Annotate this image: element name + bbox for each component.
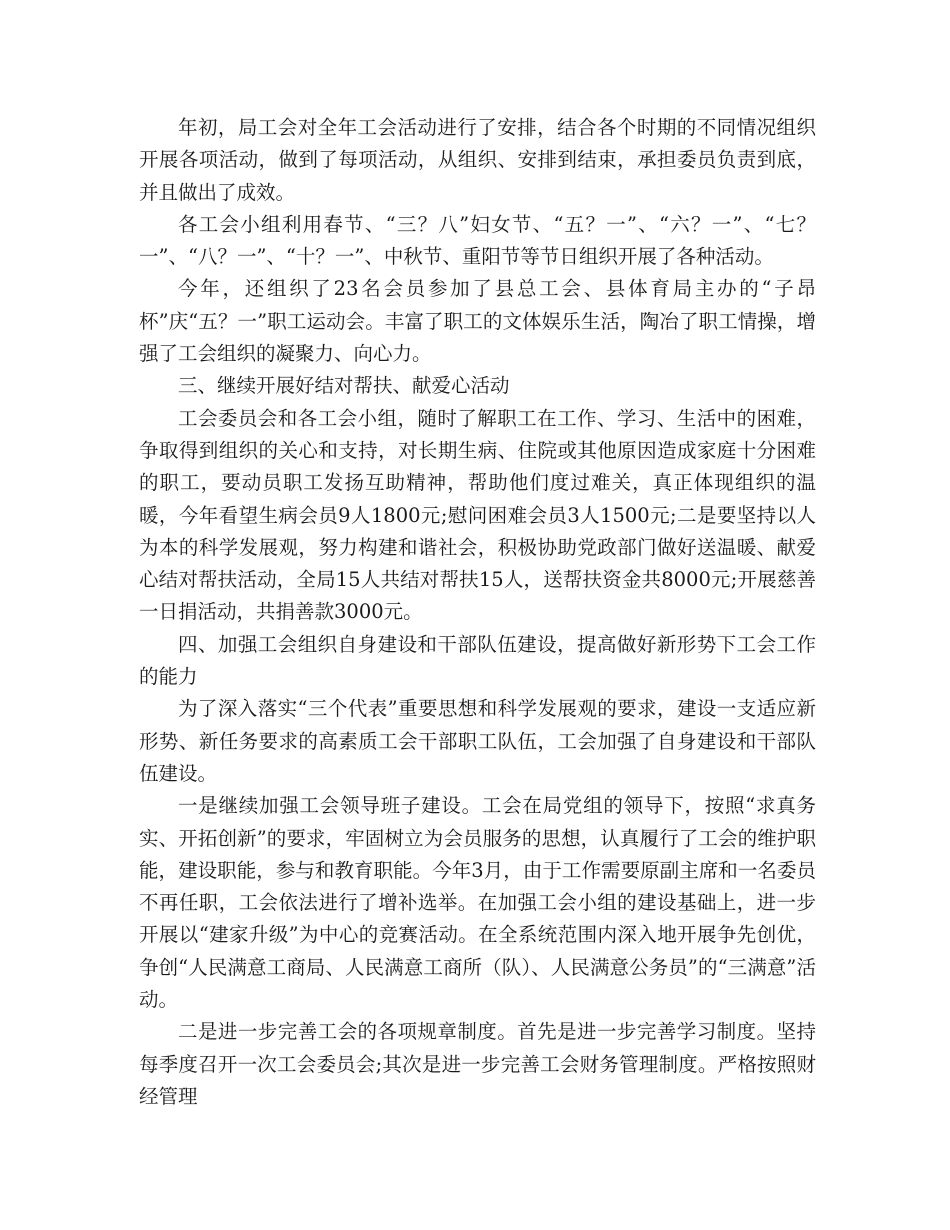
paragraph-regulations: 二是进一步完善工会的各项规章制度。首先是进一步完善学习制度。坚持每季度召开一次工会委员会;其次是进一步完善工会财务管理制度。严格按照财经管理 [139,1020,816,1108]
document-body [139,112,816,1113]
paragraph-assistance: 工会委员会和各工会小组，随时了解职工在工作、学习、生活中的困难，争取得到组织的关心和支持，对长期生病、住院或其他原因造成家庭十分困难的职工，要动员职工发扬互助精神，帮助他们度过难关，真正体现组织的温暖，今年看望生病会员9人1800元;慰问困难会员3人1500元;二是要坚持以人为本的科学发展观，努力构建和谐社会，积极协助党政部门做好送温暖、献爱心结对帮扶活动，全局15人共结对帮扶15人，送帮扶资金共8000元;开展慈善一日捐活动，共捐善款3000元。 [139,406,816,624]
paragraph-festival-activities: 各工会小组利用春节、“三？八”妇女节、“五？一”、“六？一”、“七？一”、“八？一”、“十？一”、中秋节、重阳节等节日组织开展了各种活动。 [139,212,816,269]
paragraph-activities-arrangement: 年初，局工会对全年工会活动进行了安排，结合各个时期的不同情况组织开展各项活动，做到了每项活动，从组织、安排到结束，承担委员负责到底，并且做出了成效。 [139,116,816,204]
paragraph-sports-meeting: 今年，还组织了23名会员参加了县总工会、县体育局主办的“子昂杯”庆“五？一”职工运动会。丰富了职工的文体娱乐生活，陶冶了职工情操，增强了工会组织的凝聚力、向心力。 [139,277,816,366]
paragraph-team-building: 为了深入落实“三个代表”重要思想和科学发展观的要求，建设一支适应新形势、新任务要求的高素质工会干部职工队伍，工会加强了自身建设和干部队伍建设。 [139,697,816,785]
section-heading-4: 四、加强工会组织自身建设和干部队伍建设，提高做好新形势下工会工作的能力 [139,632,816,689]
paragraph-leadership: 一是继续加强工会领导班子建设。工会在局党组的领导下，按照“求真务实、开拓创新”的要求，牢固树立为会员服务的思想，认真履行了工会的维护职能，建设职能，参与和教育职能。今年3月，由于工作需要原副主席和一名委员不再任职，工会依法进行了增补选举。在加强工会小组的建设基础上，进一步开展以“建家升级”为中心的竞赛活动。在全系统范围内深入地开展争先创优，争创“人民满意工商局、人民满意工商所（队）、人民满意公务员”的“三满意”活动。 [139,794,816,1012]
section-heading-3: 三、继续开展好结对帮扶、献爱心活动 [178,374,510,398]
